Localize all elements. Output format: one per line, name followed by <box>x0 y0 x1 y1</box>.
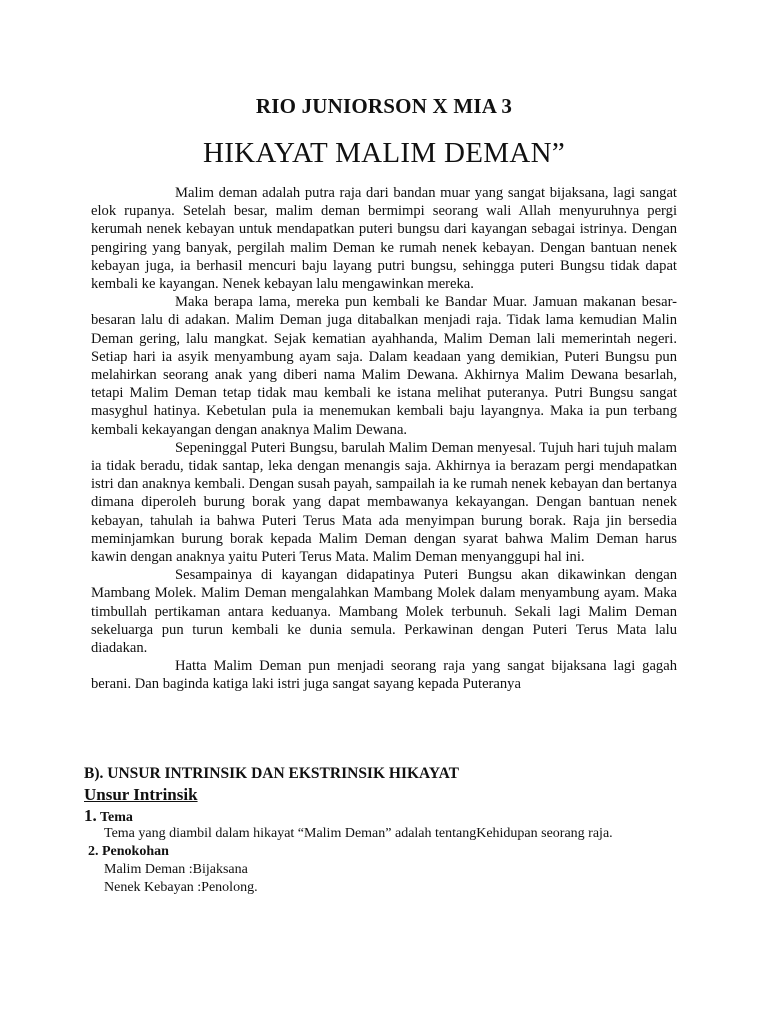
tema-label: Tema <box>100 810 133 825</box>
character-line: Nenek Kebayan :Penolong. <box>104 880 258 895</box>
story-paragraph-4: Sesampainya di kayangan didapatinya Puteri Bungsu akan dikawinkan dengan Mambang Molek. Malim Deman mengalahkan Mambang Molek dalam menyambung ayam. Maka timbullah pertikaman antara keduanya. Mambang Molek terbunuh. Sekali lagi Malim Deman sekeluarga pun turun kembali ke dunia semula. Perkawinan dengan Puteri Terus Mata lalu diadakan. <box>91 567 677 657</box>
tema-text: Tema yang diambil dalam hikayat “Malim Deman” adalah tentangKehidupan seorang raja. <box>104 826 613 841</box>
section-b-heading: B). UNSUR INTRINSIK DAN EKSTRINSIK HIKAYAT <box>84 765 459 782</box>
unsur-intrinsik-heading: Unsur Intrinsik <box>84 785 198 804</box>
tema-heading <box>84 806 684 826</box>
character-line: Malim Deman :Bijaksana <box>104 862 248 877</box>
penokohan-heading: 2. Penokohan <box>88 844 169 859</box>
author-line: RIO JUNIORSON X MIA 3 <box>255 94 513 118</box>
tema-number: 1. <box>84 806 97 825</box>
story-paragraph-5: Hatta Malim Deman pun menjadi seorang raja yang sangat bijaksana lagi gagah berani. Dan baginda katiga laki istri juga sangat sayang kepada Puteranya <box>91 658 677 693</box>
story-paragraph-2: Maka berapa lama, mereka pun kembali ke Bandar Muar. Jamuan makanan besar-besaran lalu di adakan. Malim Deman juga ditabalkan menjadi raja. Tidak lama kemudian Malin Deman gering, lalu mangkat. Sejak kematian ayahhanda, Malim Deman lali memerintah negeri. Setiap hari ia asyik menyambung ayam saja. Dalam keadaan yang demikian, Puteri Bungsu pun melahirkan seorang anak yang diberi nama Malim Dewana. Akhirnya Malim Dewana besarlah, tetapi Malim Deman tetap tidak mau kembali ke istana melihat puteranya. Putri Bungsu sangat masyghul hatinya. Kebetulan pula ia menemukan kembali baju layangnya. Maka ia pun terbang kembali kekayangan dengan anaknya Malim Dewana. <box>91 294 677 438</box>
story-body <box>91 184 677 694</box>
story-paragraph-1: Malim deman adalah putra raja dari bandan muar yang sangat bijaksana, lagi sangat elok rupanya. Setelah besar, malim deman bermimpi seorang wali Allah menyuruhnya pergi kerumah nenek kebayan untuk mendapatkan puteri bungsu dari kayangan sebagai istrinya. Dengan pengiring yang banyak, pergilah malim Deman ke rumah nenek kebayan. Dengan bantuan nenek kebayan juga, ia berhasil mencuri baju layang putri bungsu, sehingga puteri Bungsu tidak dapat kembali ke kayangan. Nenek kebayan lalu mengawinkan mereka. <box>91 185 677 293</box>
story-paragraph-3: Sepeninggal Puteri Bungsu, barulah Malim Deman menyesal. Tujuh hari tujuh malam ia tidak beradu, tidak santap, leka dengan menangis saja. Akhirnya ia berazam pergi mendapatkan istri dan anaknya kembali. Dengan susah payah, sampailah ia ke rumah nenek kebayan dan bertanya dimana diperoleh burung borak yang dapat membawanya kekayangan. Dengan bantuan nenek kebayan, tahulah ia bahwa Puteri Terus Mata ada menyimpan burung borak. Raja jin bersedia meminjamkan burung borak kepada Malim Deman dengan syarat bahwa Malim Deman harus kawin dengan anaknya yaitu Puteri Terus Mata. Malim Deman menyanggupi hal ini. <box>91 439 677 566</box>
document-title: HIKAYAT MALIM DEMAN” <box>202 137 566 169</box>
